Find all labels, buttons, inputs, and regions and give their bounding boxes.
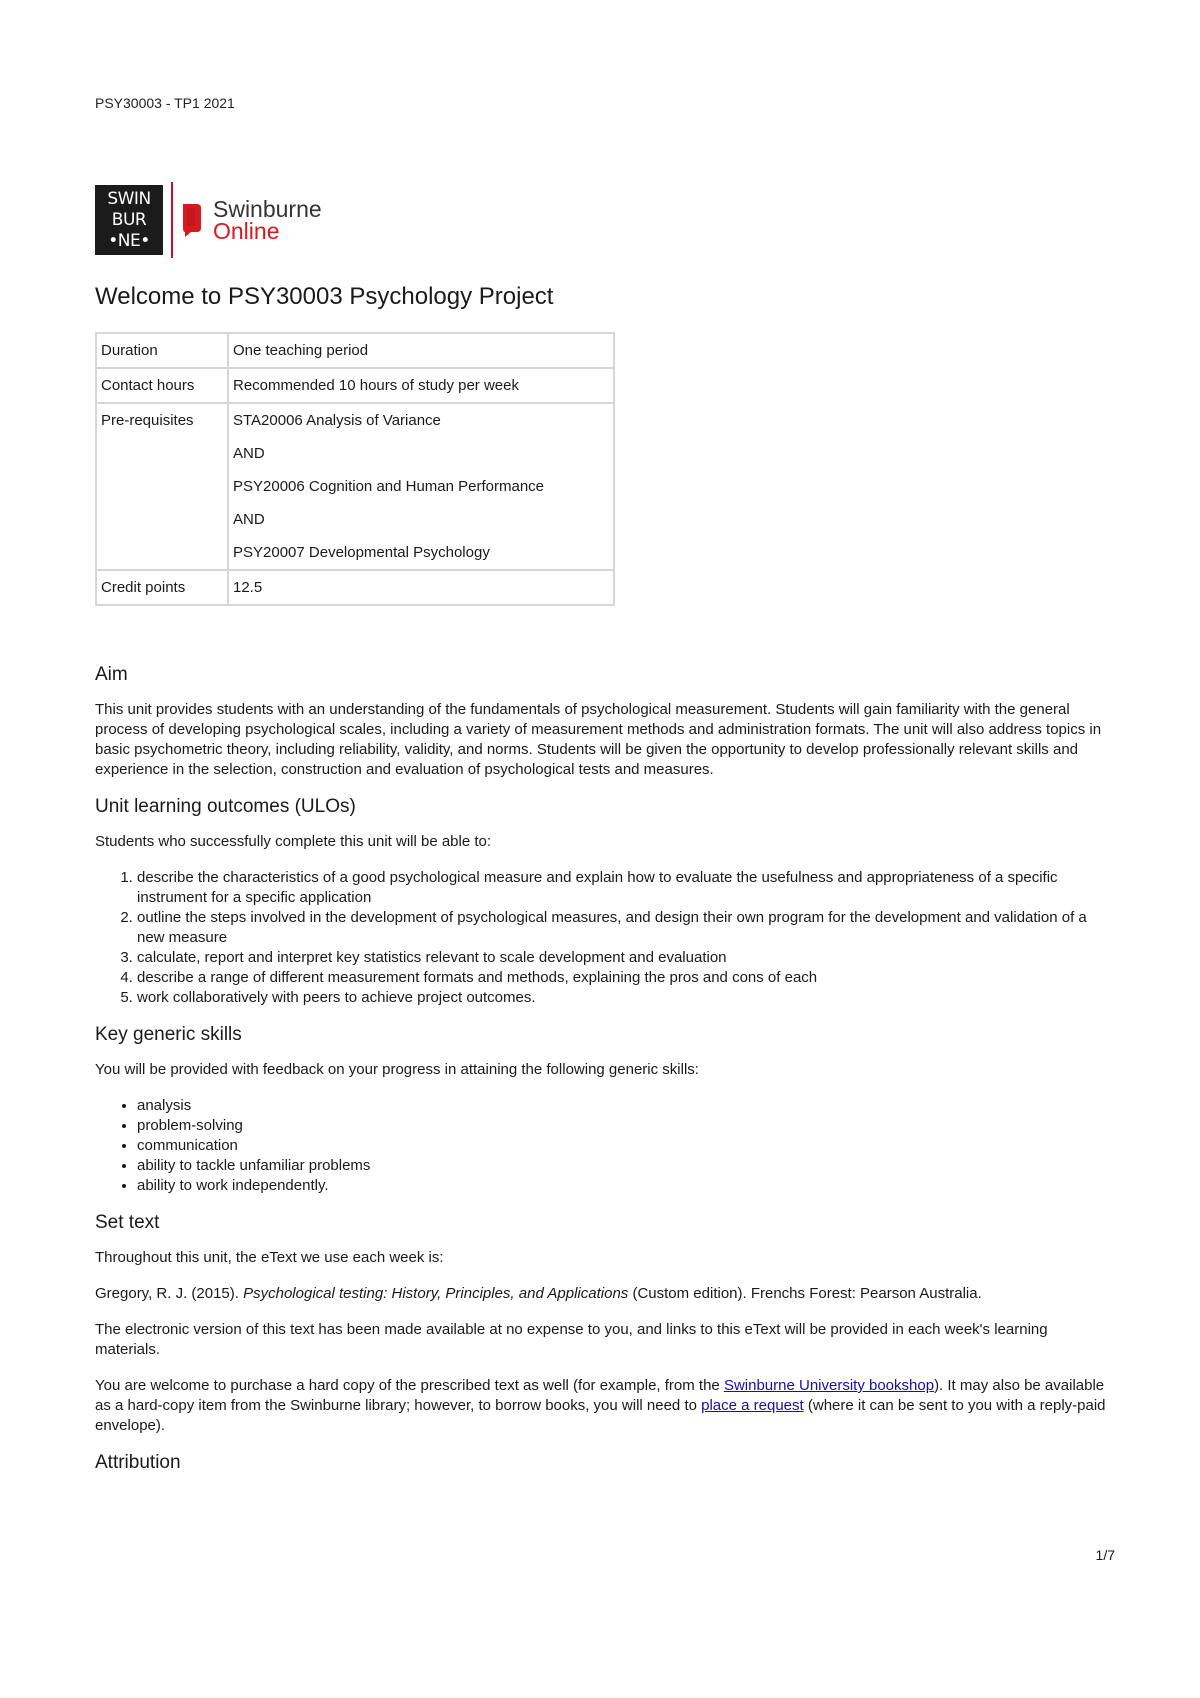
list-item: 4. describe a range of different measurement formats and methods, explaining the pros and cons of each bbox=[137, 968, 1115, 988]
table-value-text: One teaching period bbox=[233, 342, 369, 359]
aim-heading: Aim bbox=[95, 664, 128, 685]
ulo-list bbox=[95, 868, 1115, 1008]
table-key: Contact hours bbox=[96, 368, 228, 403]
table-value bbox=[228, 570, 614, 605]
skills-intro: You will be provided with feedback on your progress in attaining the following generic skills: bbox=[95, 1061, 699, 1078]
main-content bbox=[95, 664, 1115, 1488]
table-value-text: PSY20007 Developmental Psychology bbox=[233, 544, 490, 561]
bookshop-link[interactable]: Swinburne University bookshop bbox=[723, 1377, 935, 1394]
list-item: 2. outline the steps involved in the development of psychological measures, and design their own program for the development and validation of a new measure bbox=[137, 908, 1115, 948]
set-text-electronic: The electronic version of this text has been made available at no expense to you, and links to this eText will be provided in each week's learning materials. bbox=[95, 1321, 1048, 1358]
table-value-text: AND bbox=[233, 511, 265, 528]
logo-block-line: SWIN bbox=[107, 188, 151, 209]
swinburne-logo-block bbox=[95, 185, 163, 255]
speech-bubble-icon bbox=[181, 202, 203, 238]
citation-authors: Gregory, R. J. (2015). bbox=[95, 1285, 244, 1302]
list-item: 5. work collaboratively with peers to achieve project outcomes. bbox=[137, 988, 1115, 1008]
table-row bbox=[96, 368, 614, 403]
citation-publisher: (Custom edition). Frenchs Forest: Pearson Australia. bbox=[628, 1285, 982, 1302]
table-key: Pre-requisites bbox=[96, 403, 228, 570]
logo-divider bbox=[171, 182, 173, 258]
table-value-text: STA20006 Analysis of Variance bbox=[233, 412, 441, 429]
aim-text: This unit provides students with an understanding of the fundamentals of psychological measurement. Students will gain familiarity with the general process of developing psychological scales, including a variety of measurement methods and administration formats. The unit will also address topics in basic psychometric theory, including reliability, validity, and norms. Students will be given the opportunity to develop professionally relevant skills and experience in the selection, construction and evaluation of psychological tests and measures. bbox=[95, 701, 1102, 778]
table-row bbox=[96, 570, 614, 605]
page-title: Welcome to PSY30003 Psychology Project bbox=[95, 283, 554, 310]
table-key: Duration bbox=[96, 333, 228, 368]
table-row bbox=[96, 333, 614, 368]
logo-line-online: Online bbox=[213, 218, 280, 244]
table-value-text: AND bbox=[233, 445, 265, 462]
skills-heading: Key generic skills bbox=[95, 1024, 242, 1045]
table-value bbox=[228, 403, 614, 570]
list-item: • ability to tackle unfamiliar problems bbox=[137, 1156, 1115, 1176]
table-key: Credit points bbox=[96, 570, 228, 605]
attribution-heading: Attribution bbox=[95, 1452, 181, 1473]
set-text-intro: Throughout this unit, the eText we use each week is: bbox=[95, 1249, 444, 1266]
ulo-intro: Students who successfully complete this unit will be able to: bbox=[95, 833, 492, 850]
table-value-text: PSY20006 Cognition and Human Performance bbox=[233, 478, 545, 495]
set-text-citation bbox=[95, 1284, 1115, 1304]
logo-wordmark bbox=[213, 198, 322, 242]
unit-info-table bbox=[95, 332, 615, 606]
list-item: • communication bbox=[137, 1136, 1115, 1156]
ulo-heading: Unit learning outcomes (ULOs) bbox=[95, 796, 356, 817]
purchase-text: You are welcome to purchase a hard copy of the prescribed text as well (for example, from the bbox=[95, 1377, 724, 1394]
logo-block-line: BUR bbox=[111, 209, 147, 230]
list-item: 1. describe the characteristics of a good psychological measure and explain how to evaluate the usefulness and appropriateness of a specific instrument for a specific application bbox=[137, 868, 1115, 908]
set-text-purchase bbox=[95, 1376, 1115, 1436]
page-number: 1/7 bbox=[1095, 1547, 1115, 1563]
purchase-text: ). It may also be available as a hard-copy item from the Swinburne library; however, to borrow books, you will need to bbox=[95, 1377, 1105, 1414]
list-item: • ability to work independently. bbox=[137, 1176, 1115, 1196]
logo-line-swinburne: Swinburne bbox=[213, 196, 322, 222]
swinburne-online-logo bbox=[95, 182, 322, 258]
table-value bbox=[228, 368, 614, 403]
unit-code-header: PSY30003 - TP1 2021 bbox=[95, 95, 235, 111]
place-request-link[interactable]: place a request bbox=[701, 1397, 804, 1414]
list-item: • problem-solving bbox=[137, 1116, 1115, 1136]
skills-list bbox=[95, 1096, 1115, 1196]
purchase-text: (where it can be sent to you with a reply-paid envelope). bbox=[95, 1397, 1106, 1434]
table-value bbox=[228, 333, 614, 368]
table-value-text: 12.5 bbox=[233, 579, 263, 596]
set-text-heading: Set text bbox=[95, 1212, 160, 1233]
list-item: 3. calculate, report and interpret key statistics relevant to scale development and evaluation bbox=[137, 948, 1115, 968]
table-value-text: Recommended 10 hours of study per week bbox=[233, 377, 519, 394]
logo-block-line: •NE• bbox=[108, 230, 150, 251]
list-item: • analysis bbox=[137, 1096, 1115, 1116]
citation-title: Psychological testing: History, Principles, and Applications bbox=[243, 1285, 629, 1302]
table-row bbox=[96, 403, 614, 570]
